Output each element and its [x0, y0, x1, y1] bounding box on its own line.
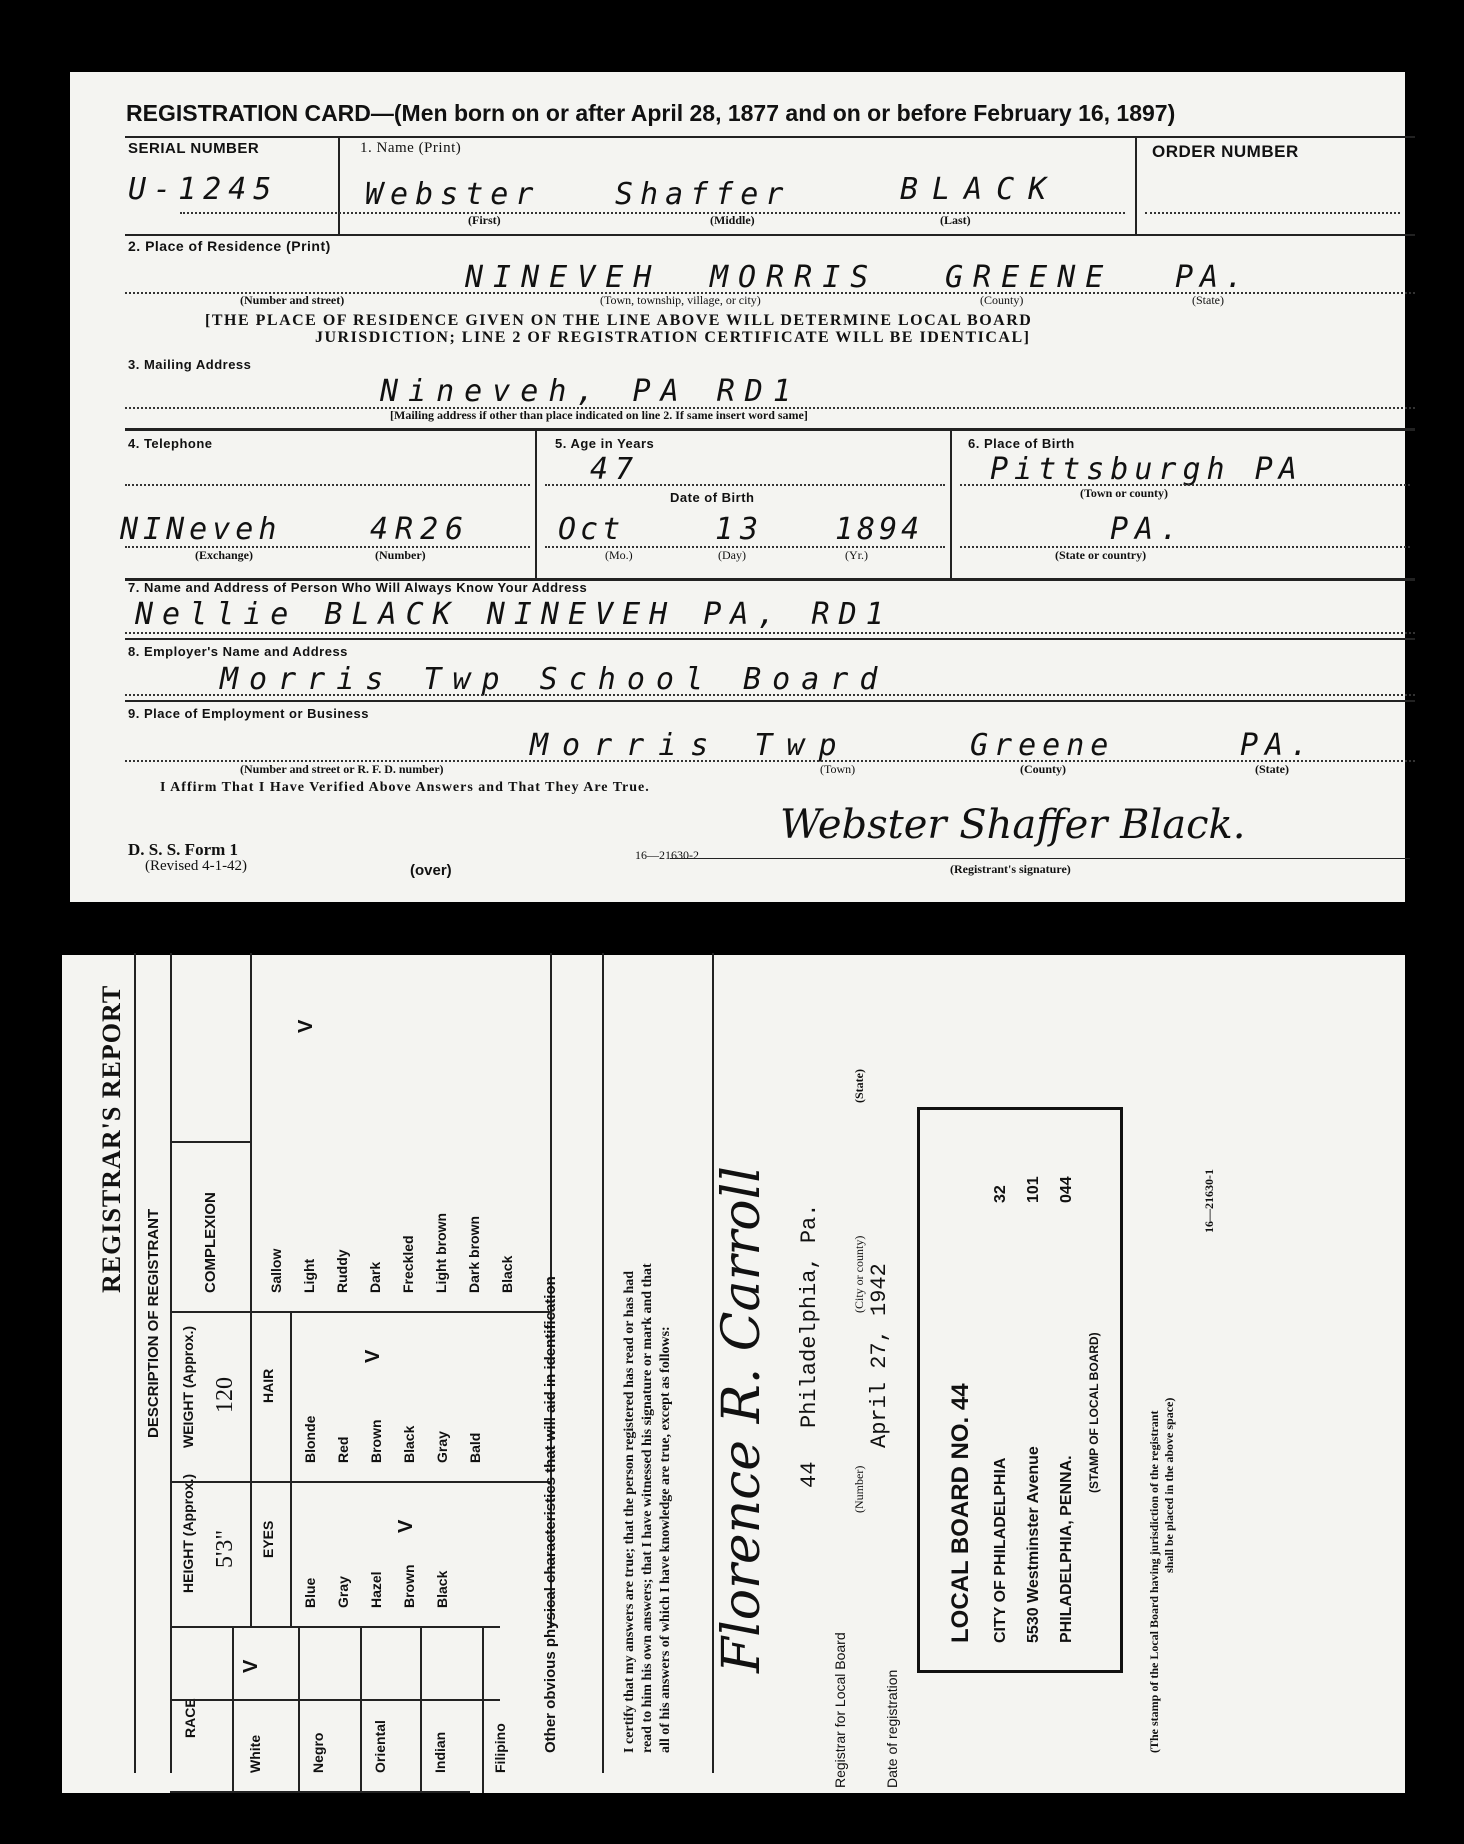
height-value: 5'3": [212, 1529, 238, 1568]
card-title: REGISTRATION CARD—(Men born on or after April 28, 1877 and on or before February 16, 1897): [126, 100, 1176, 126]
weight-value: 120: [212, 1377, 238, 1413]
form-revised: (Revised 4-1-42): [145, 858, 248, 874]
complexion-light-mark: V: [295, 1019, 317, 1033]
residence-label: 2. Place of Residence (Print): [128, 238, 331, 254]
complexion-heading: COMPLEXION: [202, 1192, 219, 1293]
first-caption: (First): [468, 213, 501, 227]
birthplace-label: 6. Place of Birth: [968, 436, 1075, 451]
birthplace-state: PA.: [1110, 512, 1186, 547]
stamp-num2: 32: [992, 1185, 1009, 1203]
emp-caption-street: (Number and street or R. F. D. number): [240, 762, 444, 776]
other-characteristics: Other obvious physical characteristics that will aid in identification: [542, 1276, 559, 1753]
employer-value: Morris Twp School Board: [220, 662, 889, 697]
registrar-label: Registrar for Local Board: [832, 1632, 848, 1788]
exchange-caption: (Exchange): [195, 548, 253, 562]
middle-caption: (Middle): [710, 213, 755, 227]
stamp-num3: 101: [1025, 1176, 1042, 1203]
employer-label: 8. Employer's Name and Address: [128, 644, 348, 659]
dob-year: 1894: [835, 512, 924, 547]
stamp-note1: (The stamp of the Local Board having jurisdiction of the registrant: [1147, 1410, 1161, 1753]
complexion-black: Black: [499, 1255, 515, 1293]
eyes-brown: Brown: [401, 1564, 417, 1608]
dob-label: Date of Birth: [670, 490, 755, 505]
complexion-light: Light: [301, 1258, 317, 1293]
board-state-caption: (State): [852, 1069, 866, 1103]
race-white-mark: V: [240, 1659, 262, 1673]
eyes-black: Black: [434, 1570, 450, 1608]
certify-line1: I certify that my answers are true; that the person registered has read or has had: [622, 1270, 637, 1753]
employment-county: Greene: [970, 728, 1115, 763]
board-city: Philadelphia, Pa.: [797, 1203, 822, 1428]
board-city-caption: (City or county): [852, 1235, 866, 1313]
name-middle: Shaffer: [615, 177, 791, 212]
stamp-line4: PHILADELPHIA, PENNA.: [1058, 1455, 1075, 1643]
certify-line2: read to him his own answers; that I have witnessed his signature or mark and that: [640, 1263, 655, 1753]
signature-caption: (Registrant's signature): [950, 862, 1071, 876]
complexion-freckled: Freckled: [400, 1235, 416, 1293]
stamp-num4: 044: [1058, 1176, 1075, 1203]
hair-brown: Brown: [368, 1419, 384, 1463]
eyes-gray: Gray: [335, 1576, 351, 1608]
employment-state: PA.: [1240, 728, 1316, 763]
registration-card-back: [62, 955, 1405, 1793]
residence-state: PA.: [1175, 260, 1251, 295]
mo-caption: (Mo.): [605, 548, 633, 562]
telephone-label: 4. Telephone: [128, 436, 213, 451]
mailing-value: Nineveh, PA RD1: [380, 374, 801, 409]
date-label: Date of registration: [884, 1669, 900, 1788]
complexion-ruddy: Ruddy: [334, 1249, 350, 1293]
stamp-caption: (STAMP OF LOCAL BOARD): [1087, 1332, 1101, 1493]
residence-county: GREENE: [945, 260, 1114, 295]
jurisdiction-line2: JURISDICTION; LINE 2 OF REGISTRATION CERTIFICATE WILL BE IDENTICAL]: [315, 329, 1031, 346]
birthplace-town-caption: (Town or county): [1080, 486, 1169, 500]
race-oriental: Oriental: [372, 1720, 388, 1773]
registration-card-front: [70, 72, 1405, 902]
affirm-statement: I Affirm That I Have Verified Above Answers and That They Are True.: [160, 780, 650, 795]
eyes-hazel: Hazel: [368, 1571, 384, 1608]
name-label: 1. Name (Print): [360, 140, 462, 156]
stamp-line3: 5530 Westminster Avenue: [1025, 1446, 1042, 1643]
birthplace-town: Pittsburgh PA: [990, 452, 1303, 487]
complexion-dark-brown: Dark brown: [466, 1215, 482, 1293]
emp-caption-town: (Town): [820, 762, 856, 776]
race-filipino: Filipino: [492, 1723, 508, 1773]
name-last: BLACK: [900, 172, 1061, 207]
emp-caption-county: (County): [1020, 762, 1067, 776]
age-label: 5. Age in Years: [555, 436, 655, 451]
hair-heading: HAIR: [260, 1368, 276, 1403]
form-name: D. S. S. Form 1: [128, 840, 239, 859]
complexion-light-brown: Light brown: [433, 1212, 449, 1293]
hair-red: Red: [335, 1436, 351, 1463]
certify-line3: all of his answers of which I have knowledge are true, except as follows:: [658, 1326, 673, 1753]
last-caption: (Last): [940, 213, 971, 227]
registration-date: April 27, 1942: [867, 1263, 892, 1448]
phone-number: 4R26: [370, 512, 471, 547]
description-heading: DESCRIPTION OF REGISTRANT: [145, 1208, 162, 1438]
registrars-report-title: REGISTRAR'S REPORT: [97, 984, 126, 1293]
dob-month: Oct: [558, 512, 625, 547]
eyes-heading: EYES: [260, 1520, 276, 1558]
serial-number-value: U-1245: [128, 172, 279, 207]
contact-label: 7. Name and Address of Person Who Will Always Know Your Address: [128, 580, 588, 595]
residence-town: NINEVEH: [465, 260, 662, 295]
contact-value: Nellie BLACK NINEVEH PA, RD1: [135, 597, 893, 632]
serial-number-label: SERIAL NUMBER: [128, 140, 260, 157]
board-number: 44: [797, 1461, 822, 1488]
over-note: (over): [410, 862, 452, 879]
dob-day: 13: [715, 512, 766, 547]
race-indian: Indian: [432, 1731, 448, 1773]
eyes-blue: Blue: [302, 1577, 318, 1608]
stamp-note2: shall be placed in the above space): [1162, 1397, 1176, 1573]
hair-brown-mark: V: [362, 1349, 384, 1363]
res-caption-state: (State): [1192, 293, 1224, 307]
eyes-brown-mark: V: [395, 1519, 417, 1533]
complexion-sallow: Sallow: [268, 1248, 284, 1293]
birthplace-state-caption: (State or country): [1055, 548, 1147, 562]
mailing-caption: [Mailing address if other than place indicated on line 2. If same insert word same]: [390, 408, 808, 422]
employment-label: 9. Place of Employment or Business: [128, 706, 369, 721]
res-caption-county: (County): [980, 293, 1024, 307]
day-caption: (Day): [718, 548, 746, 562]
res-caption-town: (Town, township, village, or city): [600, 293, 761, 307]
name-first: Webster: [365, 177, 541, 212]
race-white: White: [247, 1734, 263, 1773]
residence-township: MORRIS: [710, 260, 879, 295]
employment-value: Morris Twp: [530, 728, 851, 763]
height-heading: HEIGHT (Approx.): [180, 1474, 196, 1593]
race-heading: RACE: [182, 1698, 198, 1738]
weight-heading: WEIGHT (Approx.): [180, 1325, 196, 1448]
hair-bald: Bald: [467, 1432, 483, 1463]
mailing-label: 3. Mailing Address: [128, 357, 252, 372]
jurisdiction-line1: [THE PLACE OF RESIDENCE GIVEN ON THE LINE ABOVE WILL DETERMINE LOCAL BOARD: [205, 312, 1033, 329]
registrant-signature: Webster Shaffer Black.: [780, 802, 1246, 848]
stamp-line2: CITY OF PHILADELPHIA: [992, 1457, 1009, 1643]
stamp-line1: LOCAL BOARD NO. 44: [947, 1383, 974, 1643]
front-form-code: 16—21630-2: [635, 848, 699, 862]
order-number-label: ORDER NUMBER: [1152, 142, 1299, 161]
emp-caption-state: (State): [1255, 762, 1289, 776]
registrar-signature: Florence R. Carroll: [712, 1166, 772, 1673]
complexion-dark: Dark: [367, 1261, 383, 1293]
race-negro: Negro: [310, 1732, 326, 1773]
phone-exchange: NINeveh: [120, 512, 282, 547]
age-value: 47: [590, 452, 641, 487]
hair-blonde: Blonde: [302, 1415, 318, 1463]
res-caption-street: (Number and street): [240, 293, 345, 307]
back-form-code: 16—21630-1: [1202, 1169, 1216, 1233]
yr-caption: (Yr.): [845, 548, 868, 562]
board-number-caption: (Number): [852, 1465, 866, 1513]
hair-gray: Gray: [434, 1431, 450, 1463]
number-caption: (Number): [375, 548, 426, 562]
hair-black: Black: [401, 1425, 417, 1463]
